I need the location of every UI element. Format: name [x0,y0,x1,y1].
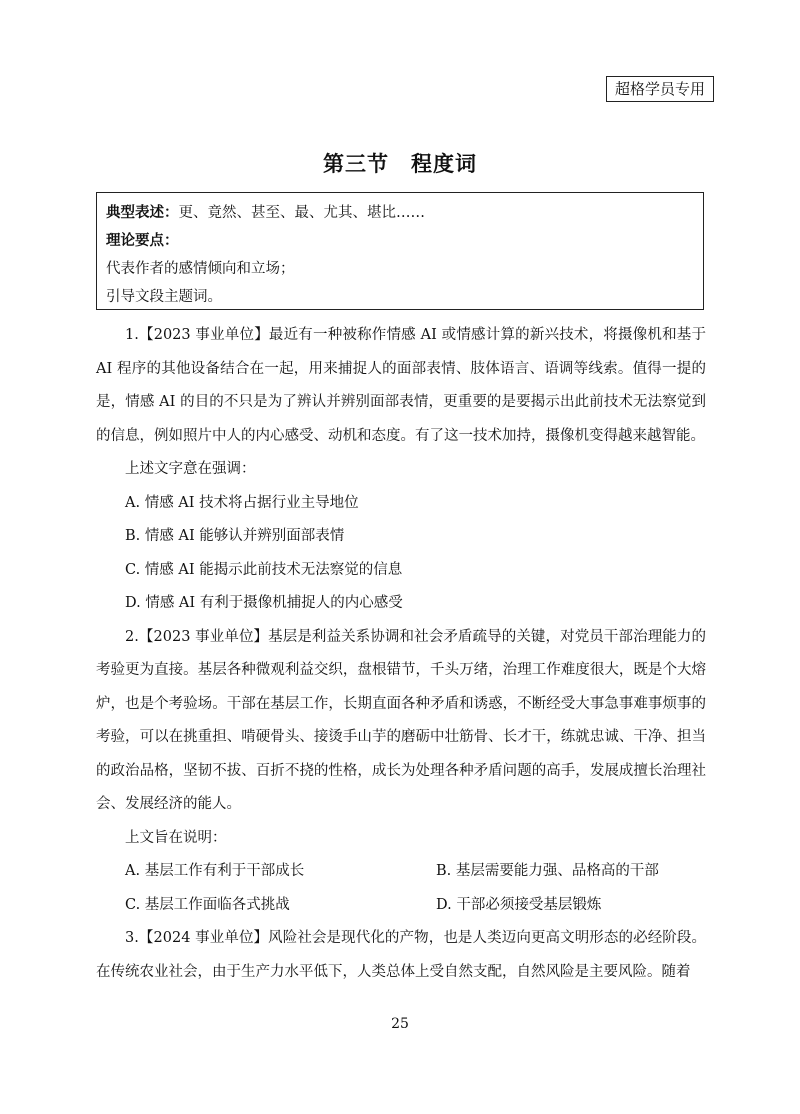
q1-line-3: 是，情感 AI 的目的不只是为了辨认并辨别面部表情，更重要的是要揭示出此前技术无法察觉到 [96,394,706,410]
q3-line-1: 3.【2024 事业单位】风险社会是现代化的产物，也是人类迈向更高文明形态的必经阶段。 [125,930,706,946]
q1-line-4: 的信息，例如照片中人的内心感受、动机和态度。有了这一技术加持，摄像机变得越来越智能。 [96,427,705,444]
q2-line-4: 事的考验，可以在挑重担、啃硬骨头、接烫手山芋的磨砺中壮筋骨、长才干，练就忠诚、干净、 [96,695,707,745]
question-2-prompt: 上文旨在说明： [125,829,227,846]
typical-expression-line [106,199,694,227]
question-3-paragraph [96,922,706,989]
q2-line-6: 治理社会、发展经济的能人。 [96,762,707,812]
q1-line-2: AI 程序的其他设备结合在一起，用来捕捉人的面部表情、肢体语言、语调等线索。值得一提的 [96,360,706,377]
page-number: 25 [391,1016,409,1032]
question-1-prompt: 上述文字意在强调： [125,461,256,477]
q2-line-3: 熔炉，也是个考验场。干部在基层工作，长期直面各种矛盾和诱惑，不断经受大事急事难事烦 [96,662,706,712]
q1-option-d: D. 情感 AI 有利于摄像机捕捉人的内心感受 [125,595,403,611]
theory-point-2: 引导文段主题词。 [106,289,222,305]
q2-line-2: 考验更为直接。基层各种微观利益交织，盘根错节，千头万绪，治理工作难度很大，既是个大 [96,662,692,678]
q2-option-b: B. 基层需要能力强、品格高的干部 [436,863,659,879]
q1-option-c: C. 情感 AI 能揭示此前技术无法察觉的信息 [125,561,403,578]
typical-label: 典型表述： [106,204,179,221]
q2-line-1: 2.【2023 事业单位】基层是利益关系协调和社会矛盾疏导的关键，对党员干部治理能力的 [125,628,706,645]
question-2-paragraph [96,621,706,822]
q2-option-c: C. 基层工作面临各式挑战 [125,896,290,913]
q2-line-5: 担当的政治品格，坚韧不拔、百折不挠的性格，成长为处理各种矛盾问题的高手，发展成擅长 [96,729,707,779]
typical-text: 更、竟然、甚至、最、尤其、堪比…… [178,205,425,221]
question-1-paragraph [96,319,706,453]
question-3 [96,922,706,989]
q2-option-d: D. 干部必须接受基层锻炼 [436,896,602,913]
key-points-box [96,192,704,310]
question-1 [96,319,706,621]
q1-line-1: 1.【2023 事业单位】最近有一种被称作情感 AI 或情感计算的新兴技术，将摄像机和基于 [125,327,706,343]
q2-option-a: A. 基层工作有利于干部成长 [125,863,305,879]
q1-option-b: B. 情感 AI 能够认并辨别面部表情 [125,528,345,544]
theory-label: 理论要点： [106,232,179,249]
q3-line-2: 在传统农业社会，由于生产力水平低下，人类总体上受自然支配，自然风险是主要风险。随着 [96,963,691,980]
q2-options-row-2 [96,889,706,923]
exclusive-tag: 超格学员专用 [606,76,714,102]
theory-point-1: 代表作者的感情倾向和立场； [106,261,295,277]
question-2 [96,621,706,923]
section-title: 第三节 程度词 [323,151,477,176]
q2-options-row-1 [96,855,706,889]
main-content [96,319,706,989]
q1-option-a: A. 情感 AI 技术将占据行业主导地位 [125,494,359,511]
